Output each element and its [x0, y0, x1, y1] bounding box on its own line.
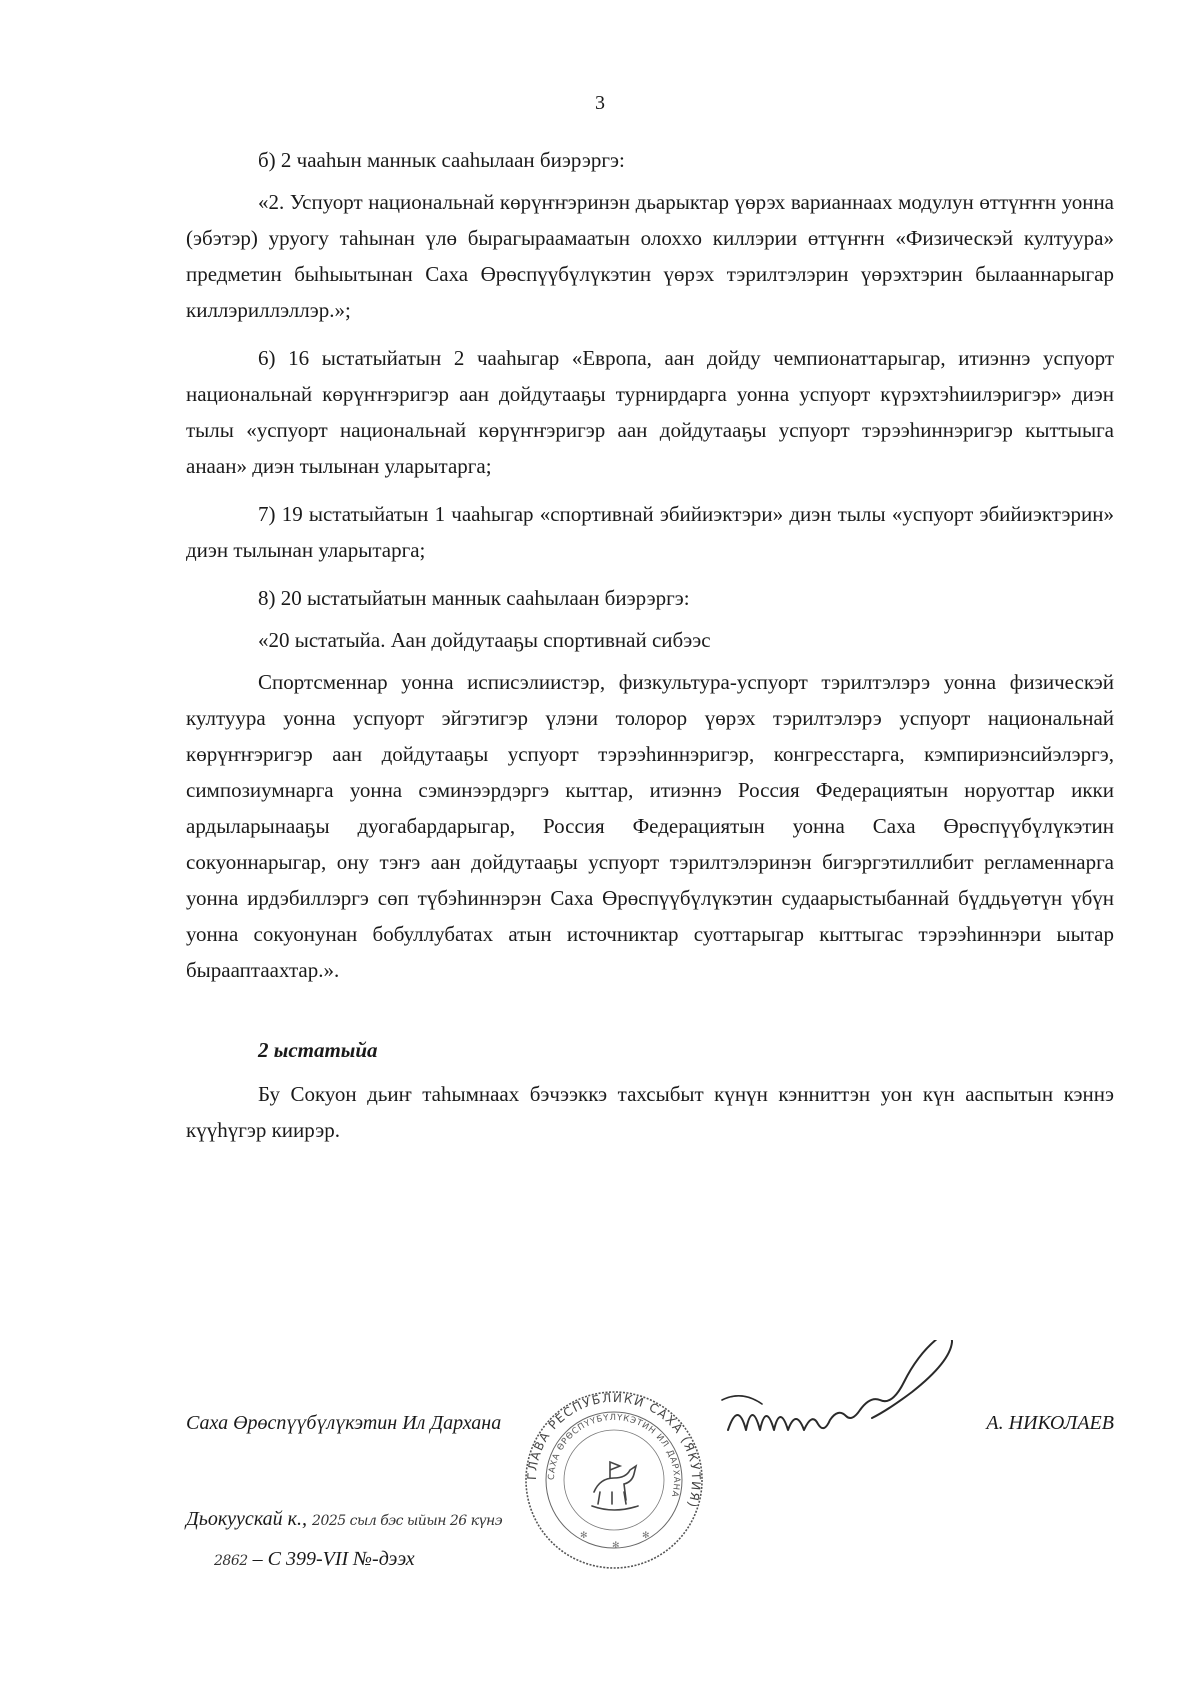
document-body	[186, 142, 1114, 1160]
paragraph-7: 7) 19 ыстатыйатын 1 чааһыгар «спортивнай эбийиэктэри» диэн тылы «успуорт эбийиэктэрин» диэн тылынан уларытарга;	[186, 502, 1114, 562]
signer-role: Саха Өрөспүүбүлүкэтин Ил Дархана	[186, 1412, 502, 1434]
article-20-text: Спортсменнар уонна исписэлиистэр, физкультура-успуорт тэрилтэлэрэ уонна физическэй култуура уонна успуорт эйгэтигэр үлэни толорор үөрэх тэрилтэлэрэ успуорт национальнай көрүҥҥэригэр аан дойдутааҕы успуорт тэрээһиннэригэр, конгресстарга, кэмпириэнсийэлэргэ, симпозиумнарга уонна сэминээрдэргэ кыттар, итиэннэ Россия Федерациятын норуоттар икки ардыларынааҕы дуогабардарыгар, Россия Федерациятын уонна Саха Өрөспүүбүлүкэтин сокуоннарыгар, ону тэҥэ аан дойдутааҕы успуорт тэрилтэлэринэн бигэргэтиллибит регламеннарга уонна ирдэбиллэргэ сөп түбэһиннэрэн Саха Өрөспүүбүлүкэтин судаарыстыбаннай бүддьүөтүн үбүн уонна сокуонунан бобуллубатах атын источниктар суоттарыгар кыттыгас тэрээһиннэри ыытар бырааптаахтар.».	[186, 670, 1114, 982]
handwritten-number: 2862	[214, 1553, 248, 1569]
handwritten-date: 2025 сыл бэс ыйын 26 күнэ	[312, 1513, 503, 1529]
seal-inner-text: САХА ӨРӨСПҮҮБҮЛҮКЭТИН ИЛ ДАРХАНА	[546, 1412, 682, 1499]
paragraph-6: 6) 16 ыстатыйатын 2 чааһыгар «Европа, аан дойду чемпионаттарыгар, итиэннэ успуорт национальнай көрүҥҥэригэр аан дойдутааҕы турнирдарга уонна успуорт күрэхтэһиилэригэр» диэн тылы «успуорт национальнай көрүҥҥэригэр аан дойдутааҕы успуорт тэрээһиннэригэр кыттыыга анаан» диэн тылынан уларытарга;	[186, 346, 1114, 478]
svg-text:✻: ✻	[642, 1531, 650, 1541]
handwritten-signature	[708, 1340, 1038, 1450]
seal-emblem-icon	[592, 1462, 638, 1510]
paragraph-quote-2: «2. Успуорт национальнай көрүҥҥэринэн дьарыктар үөрэх варианнаах модулун өттүҥҥн уонна (эбэтэр) уруогу таһынан үлө бырагыраамаатын олоххо киллэрии өттүҥҥн «Физическэй култуура» предметин быһыытынан Саха Өрөспүүбүлүкэтин үөрэх тэрилтэлэрин үөрэхтэрин былааннарыгар киллэриллэллэр.»;	[186, 190, 1114, 322]
official-seal	[522, 1388, 706, 1572]
article-2	[186, 1032, 1114, 1148]
svg-text:САХА ӨРӨСПҮҮБҮЛҮКЭТИН ИЛ ДАРХА	[547, 1413, 681, 1499]
registration-suffix: – С 399-VII №-дээх	[247, 1548, 415, 1570]
paragraph-b: б) 2 чааһын маннык сааһылаан биэрэргэ:	[258, 148, 625, 172]
paragraph-8: 8) 20 ыстатыйатын маннык сааһылаан биэрэргэ:	[258, 586, 690, 610]
place: Дьокуускай к.,	[186, 1508, 313, 1530]
signer-name: А. НИКОЛАЕВ	[986, 1412, 1114, 1434]
svg-text:✻: ✻	[580, 1531, 588, 1541]
seal-outer-text: ГЛАВА РЕСПУБЛИКИ САХА (ЯКУТИЯ)	[524, 1390, 704, 1511]
svg-text:✻: ✻	[612, 1541, 620, 1551]
article-20-heading: «20 ыстатыйа. Аан дойдутааҕы спортивнай сибээс	[258, 628, 711, 652]
article-2-text: Бу Сокуон дьиҥ таһымнаах бэчээккэ тахсыбыт күнүн кэнниттэн уон күн ааспытын кэннэ күүһүгэр киирэр.	[186, 1082, 1114, 1142]
page-number: 3	[595, 92, 605, 114]
registration-number	[214, 1548, 415, 1571]
place-date	[186, 1508, 502, 1531]
article-2-title: 2 ыстатыйа	[258, 1038, 378, 1062]
